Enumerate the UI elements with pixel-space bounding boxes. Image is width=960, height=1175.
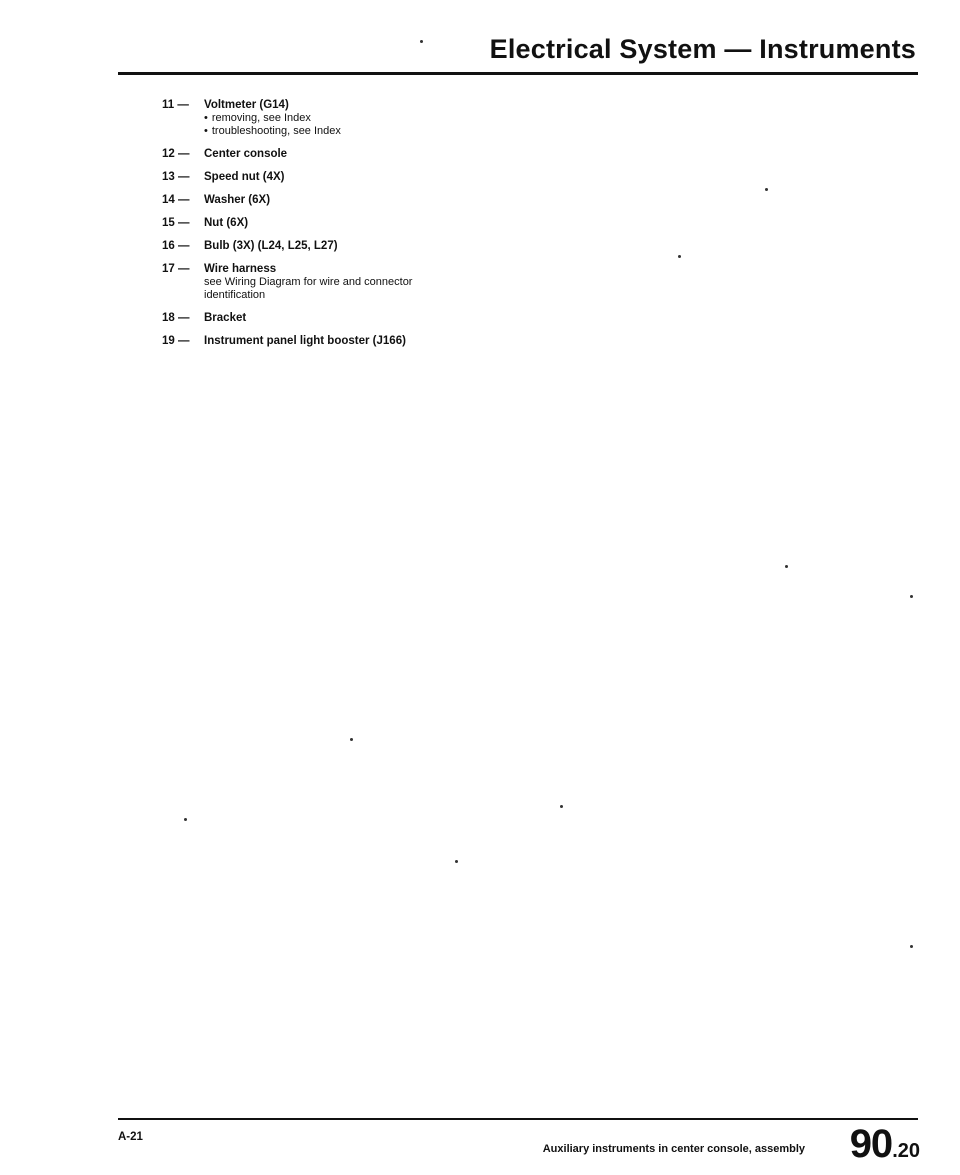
legend-item-title: Speed nut (4X) bbox=[204, 171, 285, 183]
scan-speck bbox=[765, 188, 768, 191]
legend-item bbox=[162, 193, 522, 207]
scan-speck bbox=[678, 255, 681, 258]
legend-item-number: 12 — bbox=[162, 148, 190, 160]
legend-item bbox=[162, 334, 522, 348]
scan-speck bbox=[350, 738, 353, 741]
legend-item-number: 15 — bbox=[162, 217, 190, 229]
legend-item-title: Bulb (3X) (L24, L25, L27) bbox=[204, 240, 338, 252]
legend-item-number: 18 — bbox=[162, 312, 190, 324]
footer-rule bbox=[118, 1118, 918, 1120]
scan-speck bbox=[910, 595, 913, 598]
legend-item-detail-text: removing, see Index bbox=[211, 112, 311, 124]
scan-speck bbox=[455, 860, 458, 863]
scan-speck bbox=[560, 805, 563, 808]
legend-item-detail-text: troubleshooting, see Index bbox=[211, 125, 341, 137]
legend-item-title: Nut (6X) bbox=[204, 217, 249, 229]
page-code: A-21 bbox=[118, 1131, 143, 1143]
page-number bbox=[850, 1122, 920, 1167]
legend-item bbox=[162, 98, 522, 138]
legend-item-number: 17 — bbox=[162, 263, 190, 275]
legend-item-detail-text: identification bbox=[204, 289, 266, 301]
legend-item-number: 14 — bbox=[162, 194, 190, 206]
legend-item bbox=[162, 170, 522, 184]
scan-speck bbox=[420, 40, 423, 43]
legend-item-title: Instrument panel light booster (J166) bbox=[204, 335, 406, 347]
legend-item-number: 13 — bbox=[162, 171, 190, 183]
page-number-minor: .20 bbox=[892, 1140, 920, 1162]
legend-item bbox=[162, 216, 522, 230]
legend-item bbox=[162, 262, 522, 302]
legend-item-title: Voltmeter (G14) bbox=[204, 99, 289, 111]
legend-item-title: Center console bbox=[204, 148, 288, 160]
legend-item-number: 16 — bbox=[162, 240, 190, 252]
page-number-major: 90 bbox=[849, 1122, 893, 1166]
legend-item-detail-text: see Wiring Diagram for wire and connector bbox=[204, 276, 413, 288]
legend-item-detail bbox=[204, 125, 522, 138]
legend-item bbox=[162, 239, 522, 253]
legend-item-title: Wire harness bbox=[204, 263, 277, 275]
legend-item-detail bbox=[204, 289, 522, 302]
legend-item-title: Bracket bbox=[204, 312, 247, 324]
scan-speck bbox=[184, 818, 187, 821]
legend-item bbox=[162, 311, 522, 325]
legend-item-number: 11 — bbox=[162, 99, 189, 111]
page-title: Electrical System — Instruments bbox=[489, 34, 916, 64]
legend-item-detail bbox=[204, 276, 522, 289]
legend-item-number: 19 — bbox=[162, 335, 190, 347]
header-rule bbox=[118, 72, 918, 75]
scan-speck bbox=[910, 945, 913, 948]
parts-legend bbox=[162, 98, 522, 357]
scan-speck bbox=[785, 565, 788, 568]
legend-item bbox=[162, 147, 522, 161]
legend-item-detail bbox=[204, 112, 522, 125]
figure-caption: Auxiliary instruments in center console, assembly bbox=[542, 1143, 805, 1155]
legend-item-title: Washer (6X) bbox=[204, 194, 271, 206]
